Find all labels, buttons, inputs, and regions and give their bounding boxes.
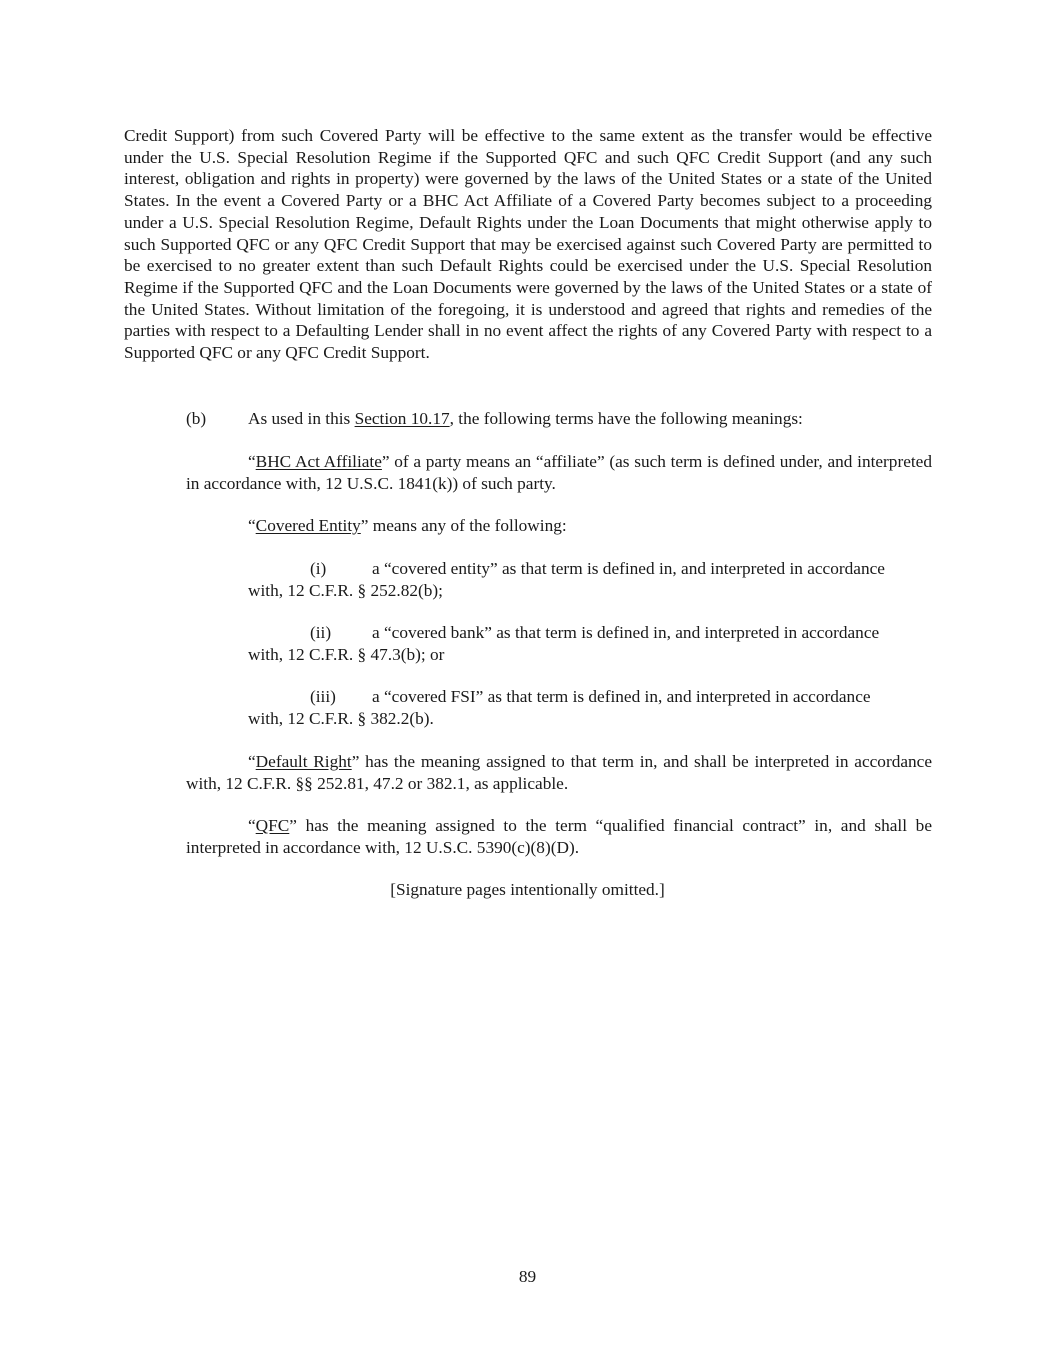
defined-term: BHC Act Affiliate xyxy=(255,452,382,471)
list-item-continuation: with, 12 C.F.R. § 382.2(b). xyxy=(248,708,434,728)
open-quote: “ xyxy=(248,516,256,535)
section-b-label: (b) xyxy=(186,409,207,428)
list-item-first-line xyxy=(248,558,932,580)
definition-covered-entity xyxy=(248,515,932,537)
list-item xyxy=(248,686,932,729)
intro-paragraph: Credit Support) from such Covered Party will be effective to the same extent as the transfer would be effective under the U.S. Special Resolution Regime if the Supported QFC and such QFC Credit Support (and any such interest, obligation and rights in property) were governed by the laws of the United States or a state of the United States. In the event a Covered Party or a BHC Act Affiliate of a Covered Party becomes subject to a proceeding under a U.S. Special Resolution Regime, Default Rights under the Loan Documents that might otherwise apply to such Supported QFC or any QFC Credit Support that may be exercised against such Covered Party are permitted to be exercised to no greater extent than such Default Rights could be exercised under the U.S. Special Resolution Regime if the Supported QFC and the Loan Documents were governed by the laws of the United States or a state of the United States. Without limitation of the foregoing, it is understood and agreed that rights and remedies of the parties with respect to a Defaulting Lender shall in no event affect the rights of any Covered Party with respect to a Supported QFC or any QFC Credit Support. xyxy=(124,126,932,363)
definition-text: ” has the meaning assigned to that term in, and shall be interpreted in accordance with, 12 C.F.R. §§ 252.81, 47.2 or 382.1, as applicable. xyxy=(186,752,932,793)
defined-term: Default Right xyxy=(255,752,352,771)
section-b-text-after: , the following terms have the following meanings: xyxy=(449,409,803,428)
section-b-text-before: As used in this xyxy=(248,409,355,428)
definition-text: ” has the meaning assigned to the term “qualified financial contract” in, and shall be interpreted in accordance with, 12 U.S.C. 5390(c)(8)(D). xyxy=(186,816,932,857)
list-item-text: a “covered FSI” as that term is defined in, and interpreted in accordance xyxy=(372,687,871,706)
list-item-text: a “covered bank” as that term is defined in, and interpreted in accordance xyxy=(372,623,880,642)
list-item-continuation: with, 12 C.F.R. § 47.3(b); or xyxy=(248,644,445,664)
list-item-label: (iii) xyxy=(310,687,336,706)
open-quote: “ xyxy=(248,452,256,471)
list-item-text: a “covered entity” as that term is defined in, and interpreted in accordance xyxy=(372,559,885,578)
list-item-first-line xyxy=(248,622,932,644)
open-quote: “ xyxy=(248,752,256,771)
list-item-first-line xyxy=(248,686,932,708)
definition-qfc xyxy=(186,815,932,858)
list-item-continuation: with, 12 C.F.R. § 252.82(b); xyxy=(248,580,443,600)
defined-term: Covered Entity xyxy=(255,516,361,535)
list-item-label: (ii) xyxy=(310,623,332,642)
section-b-paragraph xyxy=(186,408,932,430)
definition-text: ” of a party means an “affiliate” (as such term is defined under, and interpreted in accordance with, 12 U.S.C. 1841(k)) of such party. xyxy=(186,452,932,493)
open-quote: “ xyxy=(248,816,256,835)
section-reference: Section 10.17 xyxy=(354,409,450,428)
definition-text: ” means any of the following: xyxy=(360,516,567,535)
defined-term: QFC xyxy=(255,816,290,835)
definition-bhc-act-affiliate xyxy=(186,451,932,494)
page-number: 89 xyxy=(518,1267,537,1286)
definition-default-right xyxy=(186,751,932,794)
list-item xyxy=(248,558,932,601)
list-item xyxy=(248,622,932,665)
signature-note: [Signature pages intentionally omitted.] xyxy=(390,880,665,899)
list-item-label: (i) xyxy=(310,559,327,578)
